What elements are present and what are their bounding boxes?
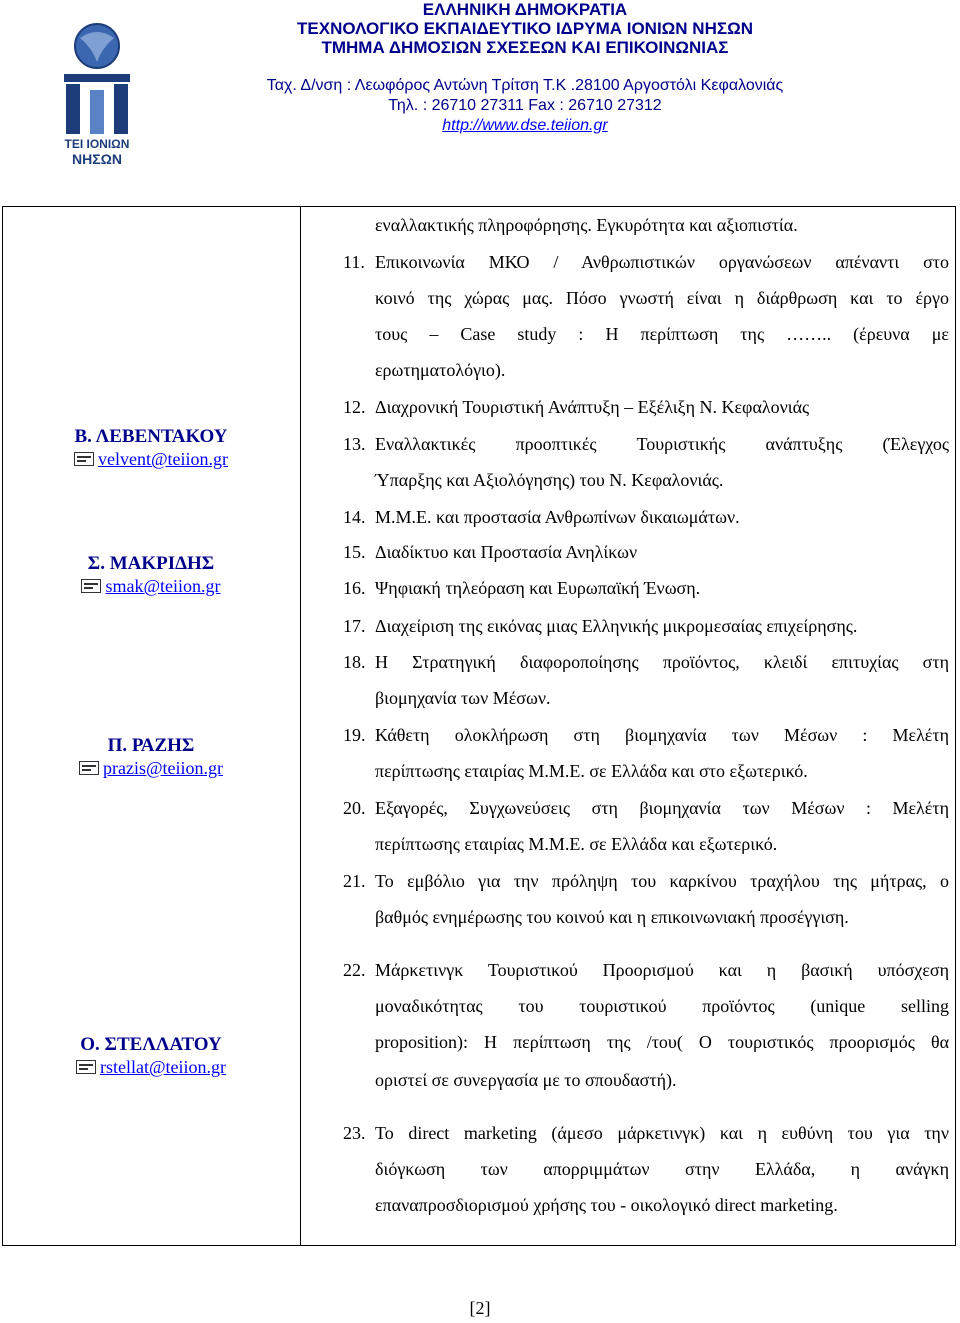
item-16-number: 16. [343,578,366,598]
contact-name: Β. ΛΕΒΕΝΤΑΚΟΥ [74,426,228,447]
contact-name: Π. ΡΑΖΗΣ [107,735,195,756]
item-20-line2: περίπτωσης εταιρίας Μ.Μ.Ε. σε Ελλάδα και εξωτερικό. [375,834,778,854]
item-19-line2: περίπτωσης εταιρίας Μ.Μ.Ε. σε Ελλάδα και στο εξωτερικό. [375,761,808,781]
item-22-line3: proposition): Η περίπτωση της /του( Ο τουριστικός προορισμός θα [375,1032,949,1052]
item-14-number: 14. [343,507,366,527]
header-url-link[interactable]: http://www.dse.teiion.gr [442,117,608,134]
item-19-line1: Κάθετη ολοκλήρωση στη βιομηχανία των Μέσων : Μελέτη [375,725,949,745]
item-23-line2: διόγκωση των απορριμμάτων στην Ελλάδα, η ανάγκη [375,1159,949,1179]
letterhead [0,0,960,170]
item-17-number: 17. [343,616,366,636]
logo-line1: ΤΕΙ ΙΟΝΙΩΝ [64,137,130,151]
envelope-icon [74,452,94,466]
item-13-line1: Εναλλακτικές προοπτικές Τουριστικής ανάπτυξης (Έλεγχος [375,434,949,454]
header-line2: ΤΕΧΝΟΛΟΓΙΚΟ ΕΚΠΑΙΔΕΥΤΙΚΟ ΙΔΡΥΜΑ ΙΟΝΙΩΝ ΝΗΣΩΝ [297,19,753,38]
contact-email-link[interactable]: smak@teiion.gr [2,575,300,597]
item-20-number: 20. [343,798,366,818]
contact-razis [2,735,300,779]
contact-email-link[interactable]: prazis@teiion.gr [2,757,300,779]
item-22-line4: οριστεί σε συνεργασία με το σπουδαστή). [375,1070,677,1090]
header-line3: ΤΜΗΜΑ ΔΗΜΟΣΙΩΝ ΣΧΕΣΕΩΝ ΚΑΙ ΕΠΙΚΟΙΝΩΝΙΑΣ [321,38,729,57]
contact-name: Ο. ΣΤΕΛΛΑΤΟΥ [80,1034,222,1055]
envelope-icon [76,1060,96,1074]
item-10-continuation: εναλλακτικής πληροφόρησης. Εγκυρότητα και αξιοπιστία. [375,215,798,235]
item-23-number: 23. [343,1123,366,1143]
column-divider [300,206,301,1246]
item-23-line1: Το direct marketing (άμεσο μάρκετινγκ) και η ευθύνη του για την [375,1123,949,1143]
item-22-line1: Μάρκετινγκ Τουριστικού Προορισμού και η βασική υπόσχεση [375,960,949,980]
item-11-line2: κοινό της χώρας μας. Πόσο γνωστή είναι η διάρθρωση και το έργο [375,288,949,308]
item-18-line1: Η Στρατηγική διαφοροποίησης προϊόντος, κλειδί επιτυχίας στη [375,652,949,672]
header-phone: Τηλ. : 26710 27311 Fax : 26710 27312 [388,97,662,114]
item-22-number: 22. [343,960,366,980]
envelope-icon [79,761,99,775]
item-11-line1: Επικοινωνία ΜΚΟ / Ανθρωπιστικών οργανώσεων απέναντι στο [375,252,949,272]
item-21-number: 21. [343,871,366,891]
item-18-line2: βιομηχανία των Μέσων. [375,688,551,708]
envelope-icon [81,579,101,593]
item-14-text: Μ.Μ.Ε. και προστασία Ανθρωπίνων δικαιωμάτων. [375,507,740,527]
item-12-number: 12. [343,397,366,417]
tei-logo [52,18,142,168]
item-16-text: Ψηφιακή τηλεόραση και Ευρωπαϊκή Ένωση. [375,578,701,598]
item-13-number: 13. [343,434,366,454]
item-11-number: 11. [343,252,365,272]
item-20-line1: Εξαγορές, Συγχωνεύσεις στη βιομηχανία των Μέσων : Μελέτη [375,798,949,818]
item-15-text: Διαδίκτυο και Προστασία Ανηλίκων [375,542,638,562]
contact-leventakou [2,426,300,470]
item-12-text: Διαχρονική Τουριστική Ανάπτυξη – Εξέλιξη Ν. Κεφαλονιάς [375,397,810,417]
letterhead-text [200,0,850,136]
contact-name: Σ. ΜΑΚΡΙΔΗΣ [87,553,215,574]
item-23-line3: επαναπροσδιορισμού χρήσης του - οικολογικό direct marketing. [375,1195,838,1215]
contact-stellatou [2,1034,300,1078]
page-number: [2] [469,1298,491,1318]
logo-line2: ΝΗΣΩΝ [72,151,122,167]
contact-makridis [2,553,300,597]
header-line1: ΕΛΛΗΝΙΚΗ ΔΗΜΟΚΡΑΤΙΑ [422,0,628,19]
contact-email-link[interactable]: velvent@teiion.gr [2,448,300,470]
item-18-number: 18. [343,652,366,672]
item-19-number: 19. [343,725,366,745]
item-22-line2: μοναδικότητας του τουριστικού προϊόντος (unique selling [375,996,949,1016]
item-21-line1: Το εμβόλιο για την πρόληψη του καρκίνου τραχήλου της μήτρας, ο [375,871,949,891]
header-address: Ταχ. Δ/νση : Λεωφόρος Αντώνη Τρίτση Τ.Κ .28100 Αργοστόλι Κεφαλονιάς [266,77,784,94]
item-17-text: Διαχείριση της εικόνας μιας Ελληνικής μικρομεσαίας επιχείρησης. [375,616,858,636]
item-11-line4: ερωτηματολόγιο). [375,360,506,380]
item-13-line2: Ύπαρξης και Αξιολόγησης) του Ν. Κεφαλονιάς. [375,470,724,490]
item-15-number: 15. [343,542,366,562]
contact-email-link[interactable]: rstellat@teiion.gr [2,1056,300,1078]
item-11-line3: τους – Case study : Η περίπτωση της …….. (έρευνα με [375,324,949,344]
item-21-line2: βαθμός ενημέρωσης του κοινού και η επικοινωνιακή προσέγγιση. [375,907,849,927]
